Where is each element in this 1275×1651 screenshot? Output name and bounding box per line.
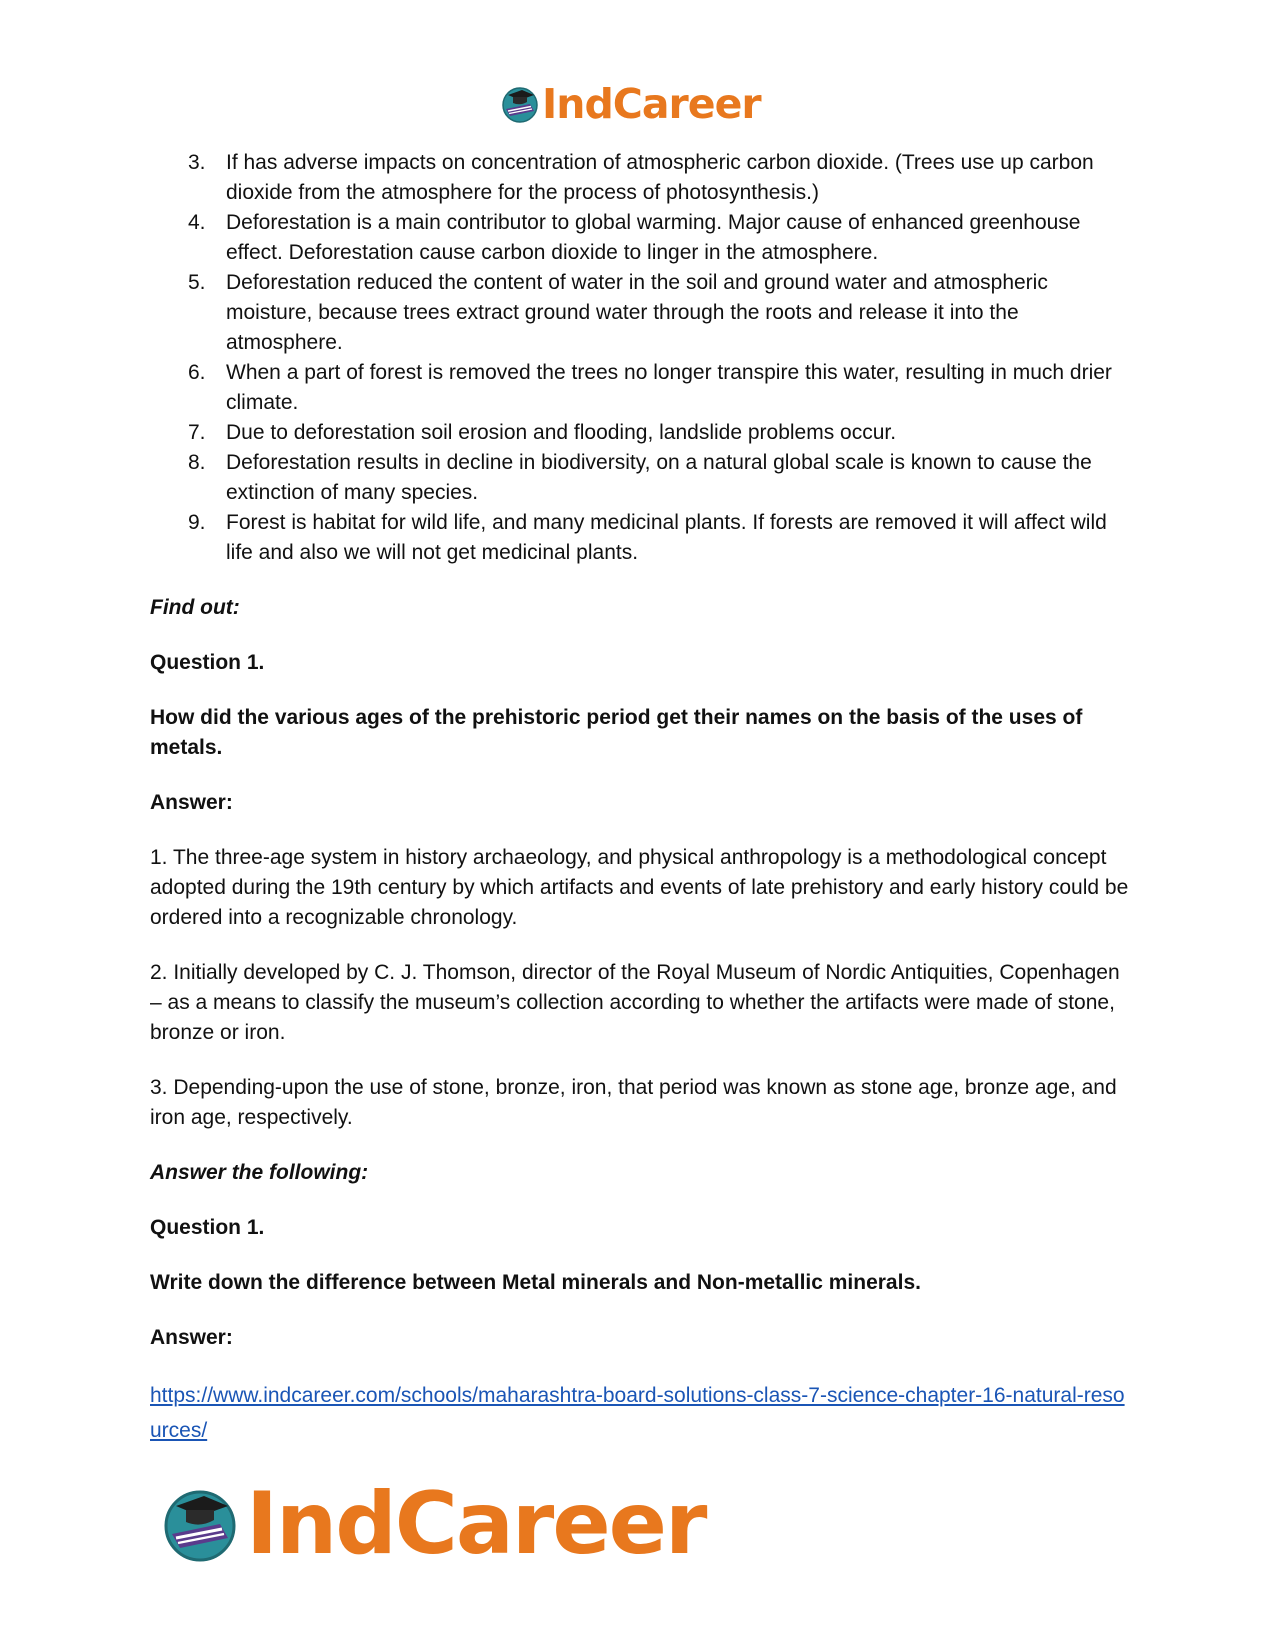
document-content [150, 148, 1130, 1448]
question-text: How did the various ages of the prehistoric period get their names on the basis of the uses of metals. [150, 706, 1083, 759]
list-item: 5. Deforestation reduced the content of water in the soil and ground water and atmospheric moisture, because trees extract ground water through the roots and release it into the atmosphere. [188, 271, 1048, 354]
question-text: Write down the difference between Metal minerals and Non-metallic minerals. [150, 1271, 921, 1294]
effects-list [150, 148, 1130, 568]
list-item: 3. If has adverse impacts on concentration of atmospheric carbon dioxide. (Trees use up carbon dioxide from the atmosphere for the process of photosynthesis.) [188, 151, 1094, 204]
answer-paragraph: 2. Initially developed by C. J. Thomson, director of the Royal Museum of Nordic Antiquities, Copenhagen – as a means to classify the museum’s collection according to whether the artifacts were made of stone, bronze or iron. [150, 961, 1120, 1044]
find-out-heading: Find out: [150, 596, 240, 619]
graduation-book-icon [160, 1484, 240, 1564]
list-item: 4. Deforestation is a main contributor to global warming. Major cause of enhanced greenhouse effect. Deforestation cause carbon dioxide to linger in the atmosphere. [188, 211, 1081, 264]
answer-label: Answer: [150, 791, 233, 814]
question-label: Question 1. [150, 1216, 265, 1239]
logo-text: IndCareer [246, 1474, 706, 1574]
header-logo [500, 80, 761, 128]
footer-logo [160, 1474, 705, 1574]
answer-label: Answer: [150, 1326, 233, 1349]
logo-text: IndCareer [542, 80, 761, 128]
list-item: 7. Due to deforestation soil erosion and flooding, landslide problems occur. [188, 421, 897, 444]
graduation-book-icon [500, 84, 540, 124]
list-item: 8. Deforestation results in decline in biodiversity, on a natural global scale is known to cause the extinction of many species. [188, 451, 1092, 504]
answer-paragraph: 3. Depending-upon the use of stone, bronze, iron, that period was known as stone age, bronze age, and iron age, respectively. [150, 1076, 1117, 1129]
answer-paragraph: 1. The three-age system in history archaeology, and physical anthropology is a methodological concept adopted during the 19th century by which artifacts and events of late prehistory and early history could be ordered into a recognizable chronology. [150, 846, 1129, 929]
list-item: 9. Forest is habitat for wild life, and many medicinal plants. If forests are removed it will affect wild life and also we will not get medicinal plants. [188, 511, 1107, 564]
question-label: Question 1. [150, 651, 265, 674]
list-item: 6. When a part of forest is removed the trees no longer transpire this water, resulting in much drier climate. [188, 361, 1112, 414]
source-link[interactable]: https://www.indcareer.com/schools/maharashtra-board-solutions-class-7-science-chapter-16-natural-resources/ [150, 1384, 1125, 1442]
answer-following-heading: Answer the following: [150, 1161, 369, 1184]
